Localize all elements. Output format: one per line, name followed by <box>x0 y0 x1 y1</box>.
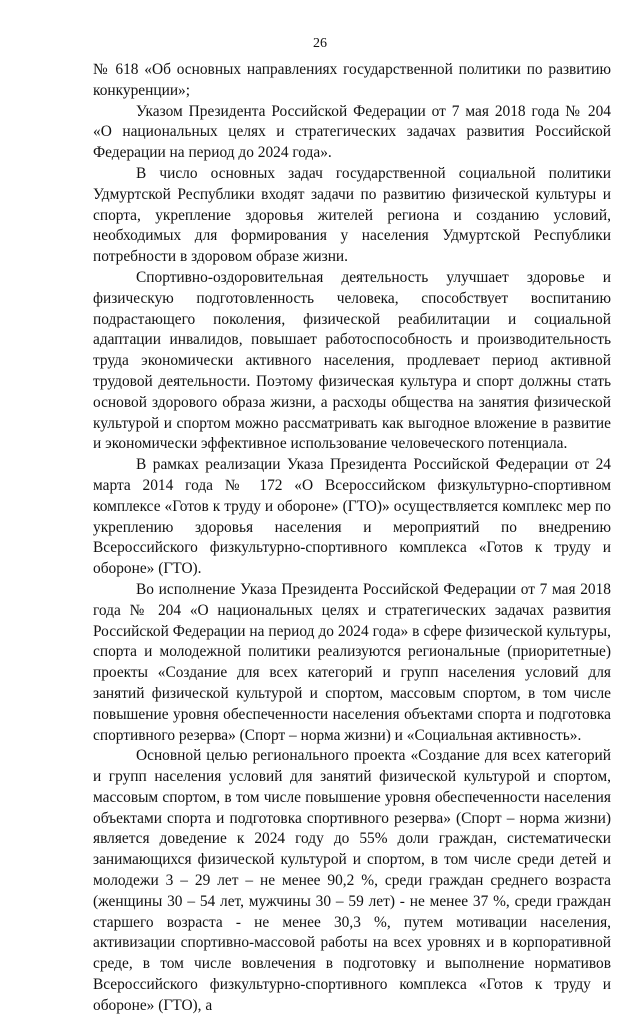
document-body <box>93 60 611 1017</box>
paragraph-1: № 618 «Об основных направлениях государственной политики по развитию конкуренции»; <box>93 61 611 99</box>
page-number: 26 <box>313 36 327 51</box>
paragraph-5: В рамках реализации Указа Президента Российской Федерации от 24 марта 2014 года № 172 «О Всероссийском физкультурно-спортивном комплексе «Готов к труду и обороне» (ГТО)» осуществляется комплекс мер по укреплению здоровья населения и мероприятий по внедрению Всероссийского физкультурно-спортивного комплекса «Готов к труду и обороне» (ГТО). <box>93 456 611 578</box>
paragraph-7: Основной целью регионального проекта «Создание для всех категорий и групп населения условий для занятий физической культурой и спортом, массовым спортом, в том числе повышение уровня обеспеченности населения объектами спорта и подготовка спортивного резерва» (Спорт – норма жизни) является доведение к 2024 году до 55% доли граждан, систематически занимающихся физической культурой и спортом, в том числе среди детей и молодежи 3 – 29 лет – не менее 90,2 %, среди граждан среднего возраста (женщины 30 – 54 лет, мужчины 30 – 59 лет) - не менее 37 %, среди граждан старшего возраста - не менее 30,3 %, путем мотивации населения, активизации спортивно-массовой работы на всех уровнях и в корпоративной среде, в том числе вовлечения в подготовку и выполнение нормативов Всероссийского физкультурно-спортивного комплекса «Готов к труду и обороне» (ГТО), а <box>93 747 611 1014</box>
paragraph-4: Спортивно-оздоровительная деятельность улучшает здоровье и физическую подготовленность человека, способствует воспитанию подрастающего поколения, физической реабилитации и социальной адаптации инвалидов, повышает работоспособность и производительность труда экономически активного населения, продлевает период активной трудовой деятельности. Поэтому физическая культура и спорт должны стать основой здорового образа жизни, а расходы общества на занятия физической культурой и спортом можно рассматривать как выгодное вложение в развитие и экономически эффективное использование человеческого потенциала. <box>93 268 611 453</box>
paragraph-6: Во исполнение Указа Президента Российской Федерации от 7 мая 2018 года № 204 «О национальных целях и стратегических задачах развития Российской Федерации на период до 2024 года» в сфере физической культуры, спорта и молодежной политики реализуются региональные (приоритетные) проекты «Создание для всех категорий и групп населения условий для занятий физической культурой и спортом, массовым спортом, в том числе повышение уровня обеспеченности населения объектами спорта и подготовка спортивного резерва» (Спорт – норма жизни) и «Социальная активность». <box>93 580 611 744</box>
paragraph-3: В число основных задач государственной социальной политики Удмуртской Республики входят задачи по развитию физической культуры и спорта, укрепление здоровья жителей региона и созданию условий, необходимых для формирования у населения Удмуртской Республики потребности в здоровом образе жизни. <box>93 164 611 266</box>
paragraph-2: Указом Президента Российской Федерации от 7 мая 2018 года № 204 «О национальных целях и стратегических задачах развития Российской Федерации на период до 2024 года». <box>93 102 611 162</box>
